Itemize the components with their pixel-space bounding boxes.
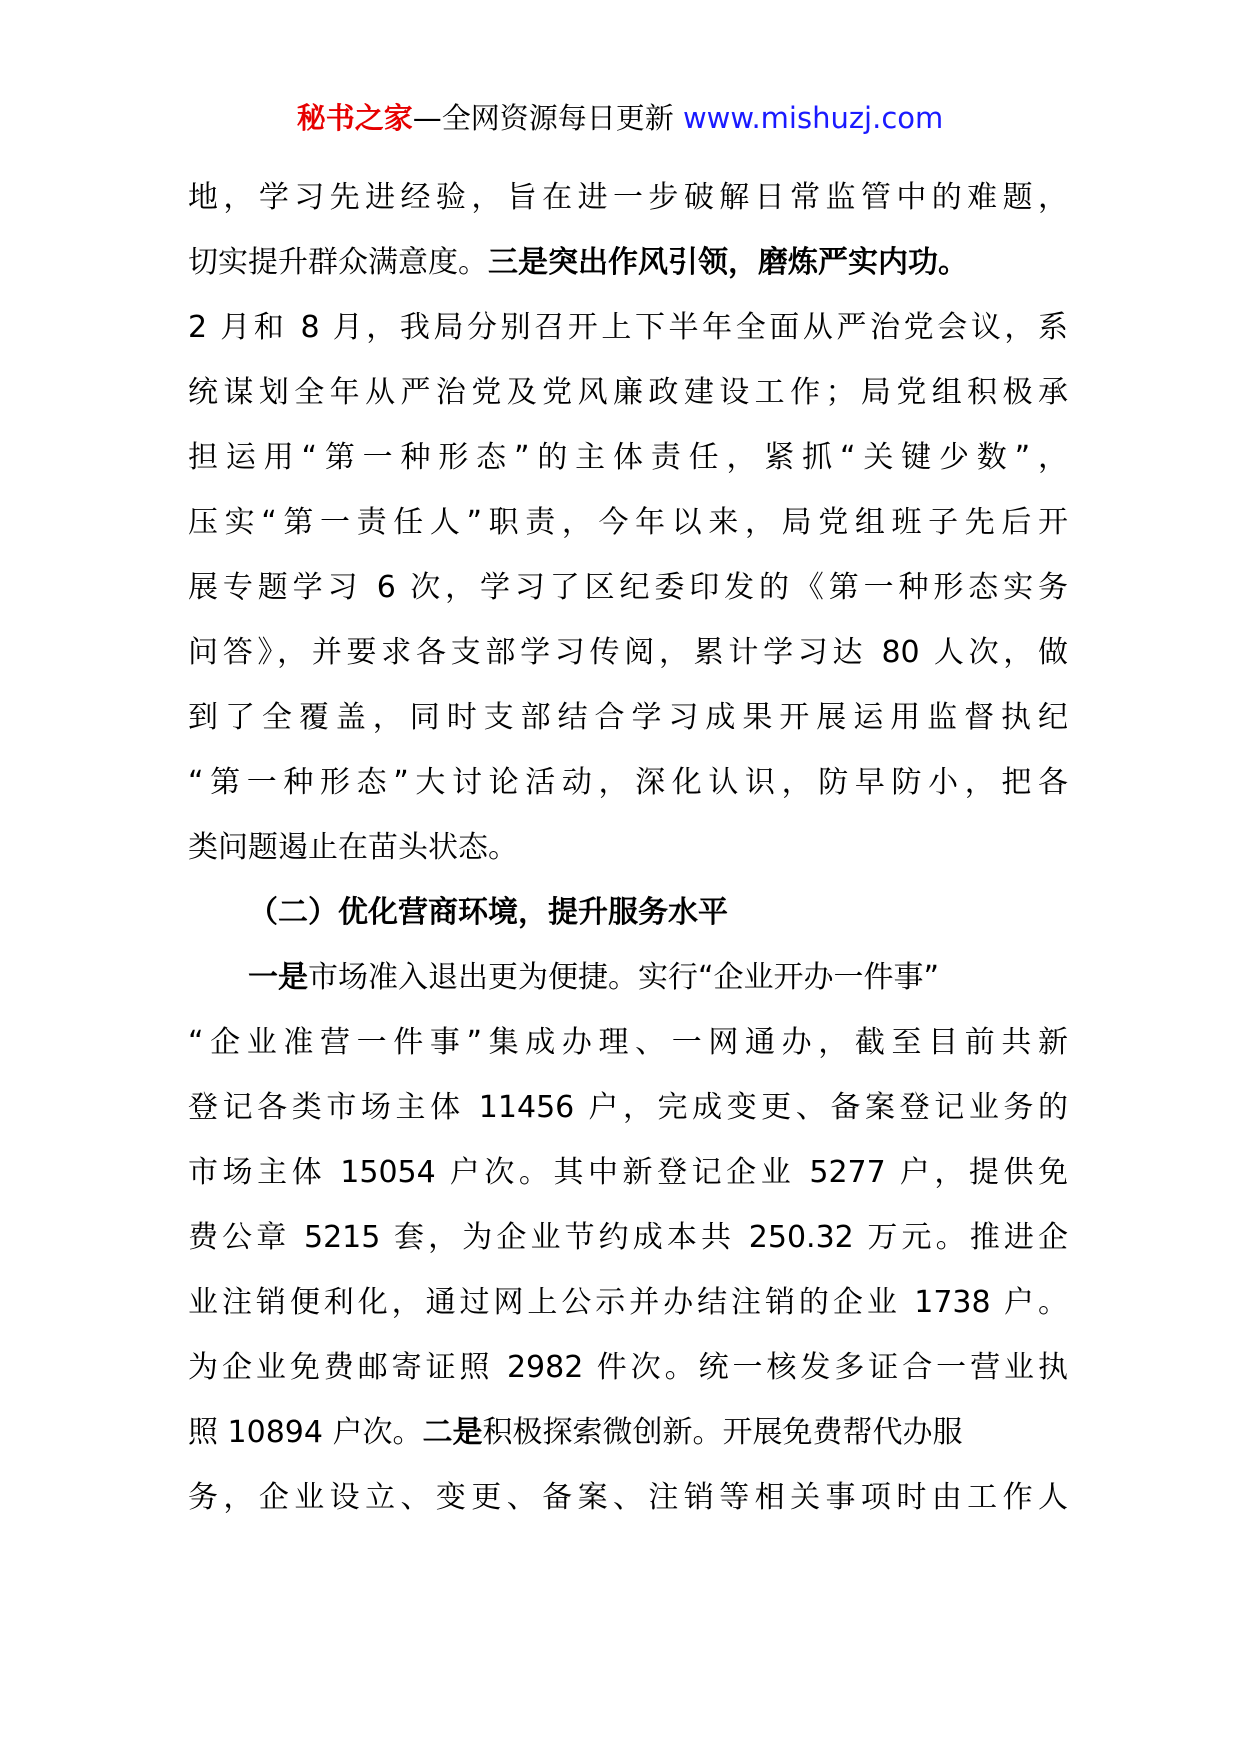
text-run: 2 月和 8 月，我局分别召开上下半年全面从严治党会议，系	[188, 310, 1068, 345]
text-line	[188, 1270, 1068, 1335]
text-run: 登记各类市场主体 11456 户，完成变更、备案登记业务的	[188, 1090, 1068, 1125]
text-run: 业注销便利化，通过网上公示并办结注销的企业 1738 户。	[188, 1285, 1068, 1320]
text-run: 切实提升群众满意度。	[188, 245, 488, 280]
text-line	[188, 1140, 1068, 1205]
text-line	[188, 165, 1068, 230]
text-run: 到了全覆盖，同时支部结合学习成果开展运用监督执纪	[188, 700, 1068, 735]
text-run: “第一种形态”大讨论活动，深化认识，防早防小，把各	[188, 765, 1068, 800]
text-line	[188, 945, 1068, 1010]
text-run: 类问题遏止在苗头状态。	[188, 830, 518, 865]
text-line	[188, 620, 1068, 685]
text-line	[188, 1075, 1068, 1140]
text-run: 展专题学习 6 次，学习了区纪委印发的《第一种形态实务	[188, 570, 1068, 605]
text-line	[188, 1205, 1068, 1270]
text-run: 统谋划全年从严治党及党风廉政建设工作；局党组积极承	[188, 375, 1068, 410]
text-line	[188, 490, 1068, 555]
text-run: 积极探索微创新。开展免费帮代办服	[482, 1415, 963, 1450]
text-run: 问答》，并要求各支部学习传阅，累计学习达 80 人次，做	[188, 635, 1068, 670]
text-line	[188, 360, 1068, 425]
text-run: 市场主体 15054 户次。其中新登记企业 5277 户，提供免	[188, 1155, 1068, 1190]
header-brand: 秘书之家	[296, 101, 413, 135]
document-body	[188, 165, 1068, 1530]
text-line	[188, 425, 1068, 490]
text-line	[188, 685, 1068, 750]
text-line	[188, 815, 1068, 880]
bold-run: 二是	[422, 1415, 483, 1450]
text-run: 务，企业设立、变更、备案、注销等相关事项时由工作人	[188, 1480, 1068, 1515]
text-line	[188, 1400, 1068, 1465]
text-line	[188, 750, 1068, 815]
text-run: 为企业免费邮寄证照 2982 件次。统一核发多证合一营业执	[188, 1350, 1068, 1385]
header-url[interactable]: www.mishuzj.com	[682, 101, 944, 135]
text-run: 担运用“第一种形态”的主体责任，紧抓“关键少数”，	[188, 440, 1068, 475]
text-line	[188, 1335, 1068, 1400]
text-line	[188, 230, 1068, 295]
text-run: 费公章 5215 套，为企业节约成本共 250.32 万元。推进企	[188, 1220, 1068, 1255]
text-run: 压实“第一责任人”职责，今年以来，局党组班子先后开	[188, 505, 1068, 540]
text-run: 照 10894 户次。	[188, 1415, 423, 1450]
section-heading: （二）优化营商环境，提升服务水平	[248, 895, 728, 930]
text-run: 地，学习先进经验，旨在进一步破解日常监管中的难题，	[188, 180, 1068, 215]
header-slogan: —全网资源每日更新	[412, 101, 683, 135]
text-line	[188, 1010, 1068, 1075]
text-line	[188, 1465, 1068, 1530]
watermark-header	[0, 98, 1240, 138]
text-run: 市场准入退出更为便捷。实行“企业开办一件事”	[308, 960, 940, 995]
bold-run: 一是	[248, 960, 308, 995]
text-line	[188, 295, 1068, 360]
text-line	[188, 555, 1068, 620]
bold-run: 三是突出作风引领，磨炼严实内功。	[488, 245, 968, 280]
text-run: “企业准营一件事”集成办理、一网通办，截至目前共新	[188, 1025, 1068, 1060]
